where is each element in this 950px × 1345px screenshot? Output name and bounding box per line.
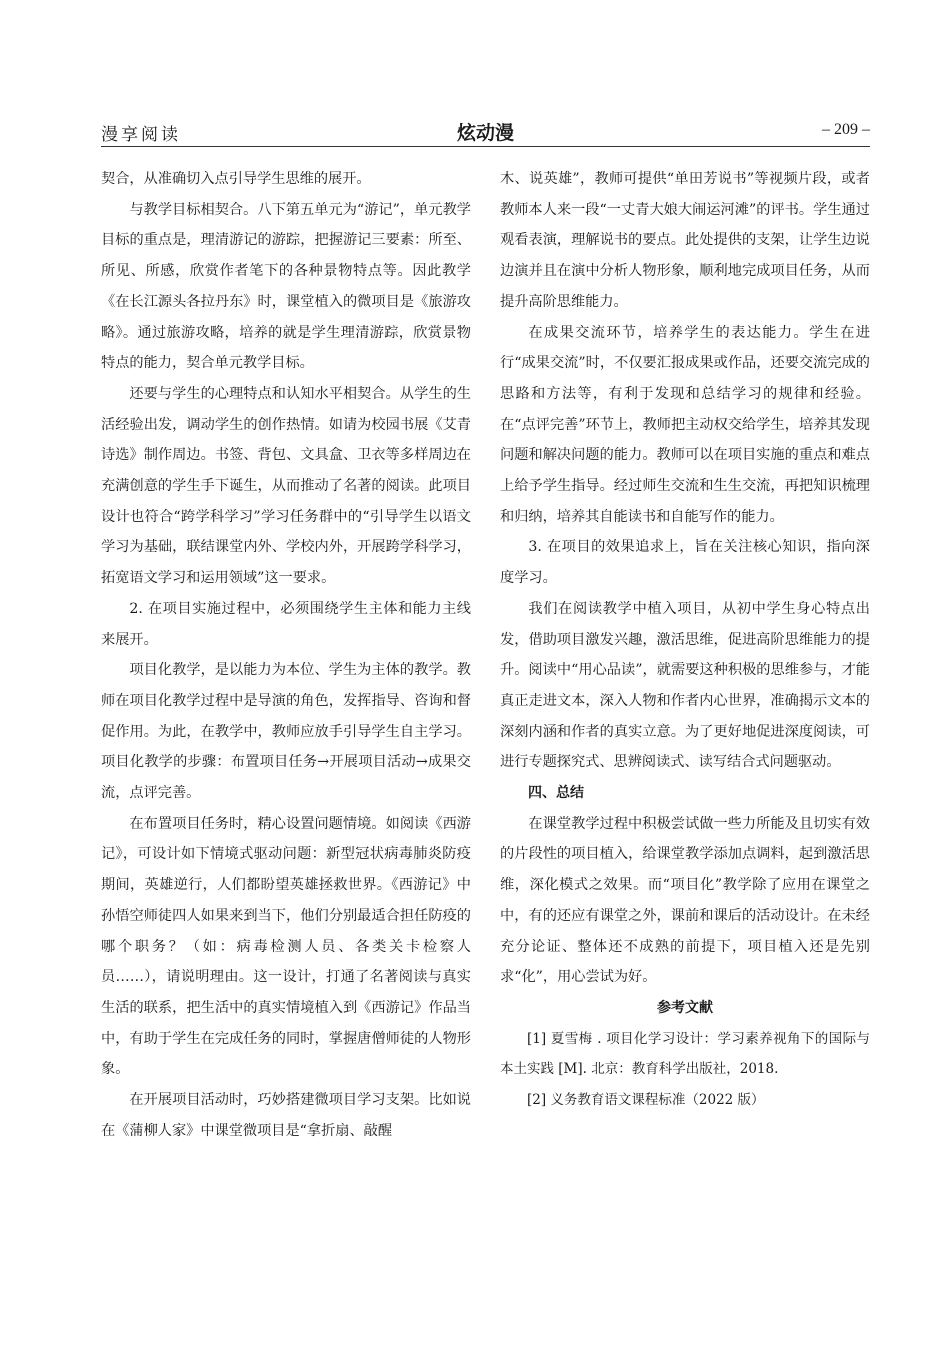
paragraph: 还要与学生的心理特点和认知水平相契合。从学生的生活经验出发，调动学生的创作热情。如请为校园书展《艾青诗选》制作周边。书签、背包、文具盒、卫衣等多样周边在充满创意的学生手下诞生，从而推动了名著的阅读。此项目设计也符合“跨学科学习”学习任务群中的“引导学生以语文学习为基础，联结课堂内外、学校内外，开展跨学科学习，拓宽语文学习和运用领域”这一要求。 — [101, 385, 471, 587]
paragraph: 我们在阅读教学中植入项目，从初中学生身心特点出发，借助项目激发兴趣，激活思维，促进高阶思维能力的提升。阅读中“用心品读”，就需要这种积极的思维参与，才能真正走进文本，深入人物和作者内心世界，准确揭示文本的深刻内涵和作者的真实立意。为了更好地促进深度阅读，可进行专题探究式、思辨阅读式、读写结合式问题驱动。 — [500, 600, 870, 771]
paragraph: 在开展项目活动时，巧妙搭建微项目学习支架。比如说在《蒲柳人家》中课堂微项目是“拿折扇、敲醒 — [101, 1092, 471, 1139]
subheading: 2. 在项目实施过程中，必须围绕学生主体和能力主线来展开。 — [101, 600, 471, 648]
paragraph: 契合，从准确切入点引导学生思维的展开。 — [101, 171, 371, 187]
journal-title: 炫动漫 — [456, 122, 514, 144]
paragraph: 在课堂教学过程中积极尝试做一些力所能及且切实有效的片段性的项目植入，给课堂教学添加点调料，起到激活思维，深化模式之效果。而“项目化”教学除了应用在课堂之中，有的还应有课堂之外，课前和课后的活动设计。在未经充分论证、整体还不成熟的前提下，项目植入还是先别求“化”，用心尝试为好。 — [500, 815, 870, 986]
page-header — [101, 118, 870, 147]
reference-item: [2] 义务教育语文课程标准（2022 版） — [527, 1092, 765, 1109]
paragraph: 木、说英雄”，教师可提供“单田芳说书”等视频片段，或者教师本人来一段“一丈青大娘大闹运河滩”的评书。学生通过观看表演，理解说书的要点。此处提供的支架，让学生边说边演并且在演中分析人物形象，顺利地完成项目任务，从而提升高阶思维能力。 — [500, 171, 870, 310]
paragraph: 与教学目标相契合。八下第五单元为“游记”，单元教学目标的重点是，理清游记的游踪，把握游记三要素：所至、所见、所感，欣赏作者笔下的各种景物特点等。因此教学《在长江源头各拉丹东》时，课堂植入的微项目是《旅游攻略》。通过旅游攻略，培养的就是学生理清游踪，欣赏景物特点的能力，契合单元教学目标。 — [101, 201, 471, 372]
paragraph: 项目化教学，是以能力为本位、学生为主体的教学。教师在项目化教学过程中是导演的角色，发挥指导、咨询和督促作用。为此，在教学中，教师应放手引导学生自主学习。项目化教学的步骤：布置项目任务→开展项目活动→成果交流，点评完善。 — [101, 662, 471, 802]
reference-item: [1] 夏雪梅 . 项目化学习设计：学习素养视角下的国际与本土实践 [M]. 北京：教育科学出版社，2018. — [500, 1030, 870, 1078]
column-name: 漫享阅读 — [101, 125, 181, 145]
page-number: – 209 – — [822, 121, 870, 138]
subheading: 3. 在项目的效果追求上，旨在关注核心知识，指向深度学习。 — [500, 539, 870, 587]
left-column — [101, 164, 471, 1147]
references-heading: 参考文献 — [657, 999, 713, 1016]
right-column — [500, 164, 870, 1116]
paragraph: 在成果交流环节，培养学生的表达能力。学生在进行“成果交流”时，不仅要汇报成果或作品，还要交流完成的思路和方法等，有利于发现和总结学习的规律和经验。在“点评完善”环节上，教师把主动权交给学生，培养其发现问题和解决问题的能力。教师可以在项目实施的重点和难点上给予学生指导。经过师生交流和生生交流，再把知识梳理和归纳，培养其自能读书和自能写作的能力。 — [500, 324, 870, 525]
paragraph: 在布置项目任务时，精心设置问题情境。如阅读《西游记》，可设计如下情境式驱动问题：新型冠状病毒肺炎防疫期间，英雄逆行，人们都盼望英雄拯救世界。《西游记》中孙悟空师徒四人如果来到当下，他们分别最适合担任防疫的哪个职务？（如：病毒检测人员、各类关卡检察人员……），请说明理由。这一设计，打通了名著阅读与真实生活的联系，把生活中的真实情境植入到《西游记》作品当中，有助于学生在完成任务的同时，掌握唐僧师徒的人物形象。 — [101, 815, 471, 1078]
section-heading: 四、总结 — [528, 785, 584, 802]
